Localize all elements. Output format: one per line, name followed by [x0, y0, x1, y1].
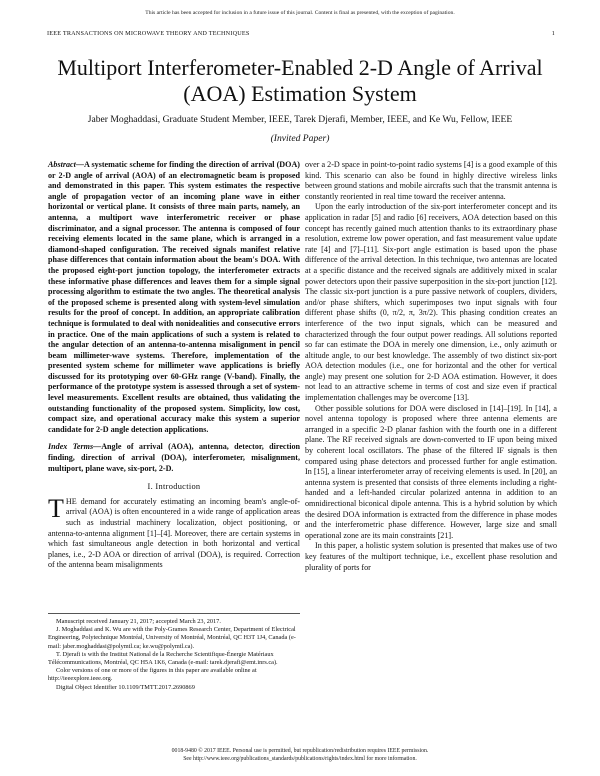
footnote-doi: Digital Object Identifier 10.1109/TMTT.2017.2690869 — [56, 683, 195, 691]
footnotes — [48, 613, 300, 692]
abstract-text: A systematic scheme for finding the direction of arrival (DOA) or 2-D angle of arrival (AOA) of an electromagnetic beam is proposed and demonstrated in this paper. This system estimates the respective angle of propagation vector of an incoming plane wave in either horizontal or vertical plane. It consists of three main parts, namely, an antenna, a multiport wave interferometric receiver or phase discriminator, and a signal processor. The antenna is composed of four receiving elements located in the same plane, which is arranged in a diamond-shaped configuration. The received signals manifest relative phase differences that contain information about the beam's DOA. With the proposed eight-port junction topology, the interferometer extracts these informative phase differences and leaves them for a simple signal processing algorithm to estimate the two angles. The theoretical analysis of the proposed scheme is presented along with system-level simulation results for the proof of concept. In addition, an appropriate calibration technique is formulated to deal with nonidealities and consecutive errors in practice. One of the main applications of such a system is related to the angular detection of an antenna-to-antenna misalignment in pencil beam millimeter-wave systems. Therefore, implementation of the presented system scheme for millimeter wave applications is briefly discussed for its prototyping over 60-GHz range (V-band). Finally, the performance of the prototype system is assessed through a set of system-level measurements. Excellent results are obtained, thus validating the outstanding functionality of the proposed system. Simplicity, low cost, compact size, and operational accuracy make this system a superior candidate for 2-D angle detection applications. — [48, 160, 300, 434]
body-paragraph: Other possible solutions for DOA were disclosed in [14]–[19]. In [14], a novel antenna topology is proposed where three antenna elements are arranged in a specific 2-D planar fashion with the fourth one in a different plane. The RF received signals are down-converted to IF upon being mixed by coherent local oscillators. The phase of the filtered IF signals is then compared using phase detectors and processed further for angle estimation. In [15], a linear interferometer array of receiving elements is used. In [20], an antenna system is presented that consists of three elements including a right-handed and a left-handed circular polarized antenna in addition to an omnidirectional biconical dipole antenna. This is a hybrid solution by which the desired DOA information is extracted from the difference in phase modes and the interferometric phase difference. However, large size and small operational zone are its main constraints [21]. — [305, 403, 557, 540]
running-head — [47, 30, 555, 37]
abstract-label: Abstract— — [48, 160, 84, 169]
body-paragraph: Upon the early introduction of the six-port interferometer concept and its application in radar [5] and radio [6] receivers, AOA detection based on this concept has recently gained much attention thanks to its extraordinary phase resolution, extreme low power operation, and fast measurement value update rate [4] and [7]–[11]. Six-port angle estimation is based upon the phase difference of the arrival detection. In this technique, two antennas are located at a specific distance and the received signals are additively mixed in scalar power detectors upon their passive superposition in the six-port junction [12]. The classic six-port junction is a pure passive network of couplers, dividers, and/or phase shifters, which superimposes two input signals with four different phase shifts (0, π/2, π, 3π/2). This phasing condition creates an interference of the two input signals, which can be measured and characterized through the four output power readings. All solutions reported so far can estimate the DOA in merely one dimension, i.e., only azimuth or altitude angle, to our best knowledge. The assembly of two distinct six-port AOA detection modules (i.e., one for horizontal and the other for vertical angle) may present one solution for 2-D AOA estimation. However, it does not lead to an attractive scheme in terms of cost and size even if practical implementation challenges may be overcome [13]. — [305, 202, 557, 403]
invited-paper-note: (Invited Paper) — [270, 133, 330, 144]
index-terms-text: Angle of arrival (AOA), antenna, detector, direction finding, direction of arrival (DOA), interferometer, misalignment, multiport, plane wave, six-port, 2-D. — [48, 442, 301, 473]
footnote-color-versions: Color versions of one or more of the figures in this paper are available online at http://ieeexplore.ieee.org. — [48, 667, 257, 683]
drop-cap: T — [48, 493, 64, 523]
abstract — [48, 160, 300, 435]
body-paragraph: over a 2-D space in point-to-point radio systems [4] is a good example of this kind. This scenario can also be found in highly directive wireless links between ground stations and mobile aircrafts such that the transmit antenna is constantly reoriented in real time toward the receiver antenna. — [305, 160, 557, 201]
author-list: Jaber Moghaddasi, Graduate Student Member, IEEE, Tarek Djerafi, Member, IEEE, and Ke Wu, Fellow, IEEE — [87, 114, 513, 125]
intro-paragraph — [48, 493, 300, 571]
copyright-line: 0018-9480 © 2017 IEEE. Personal use is permitted, but republication/redistribution requires IEEE permission. — [171, 748, 429, 754]
rights-link-line: See http://www.ieee.org/publications_standards/publications/rights/index.html for more information. — [183, 756, 417, 762]
footnote-received: Manuscript received January 21, 2017; accepted March 23, 2017. — [56, 618, 221, 625]
paper-title: Multiport Interferometer-Enabled 2-D Angle of Arrival (AOA) Estimation System — [57, 55, 543, 106]
index-terms-label: Index Terms— — [48, 442, 102, 452]
acceptance-notice: This article has been accepted for inclusion in a future issue of this journal. Content is final as presented, with the exception of pagination. — [145, 10, 455, 16]
right-column — [305, 160, 557, 573]
left-column — [48, 160, 300, 571]
journal-name: IEEE TRANSACTIONS ON MICROWAVE THEORY AND TECHNIQUES — [47, 30, 250, 37]
page-number: 1 — [551, 30, 555, 37]
footnote-author-affiliation-1: J. Moghaddasi and K. Wu are with the Poly-Grames Research Center, Department of Electrical Engineering, Polytechnique Montréal, University of Montréal, Montréal, QC H3T 1J4, Canada (e-mail: jaber.moghaddasi@polymtl.ca; ke.wu@polymtl.ca). — [48, 626, 296, 650]
footnote-author-affiliation-2: T. Djerafi is with the Institut National de la Recherche Scientifique-Énergie Matériaux Télécommunications, Montréal, QC H5A 1K6, Canada (e-mail: tarek.djerafi@emt.inrs.ca). — [48, 650, 278, 667]
index-terms — [48, 442, 300, 474]
section-heading-introduction: I. Introduction — [147, 482, 201, 492]
body-paragraph: In this paper, a holistic system solution is presented that makes use of two key features of the multiport technique, i.e., excellent phase resolution and plurality of ports for — [305, 541, 557, 572]
intro-text: HE demand for accurately estimating an incoming beam's angle-of-arrival (AOA) is often encountered in a wide range of application areas such as industrial machinery localization, object positioning, or antenna-to-antenna alignment [1]–[4]. Moreover, there are certain systems in which fast simultaneous angle detection in both horizontal and vertical planes, i.e., 2-D AOA or direction of arrival (DOA), is required. Correction of the antenna beam misalignments — [48, 496, 300, 570]
copyright-footer — [40, 747, 560, 763]
